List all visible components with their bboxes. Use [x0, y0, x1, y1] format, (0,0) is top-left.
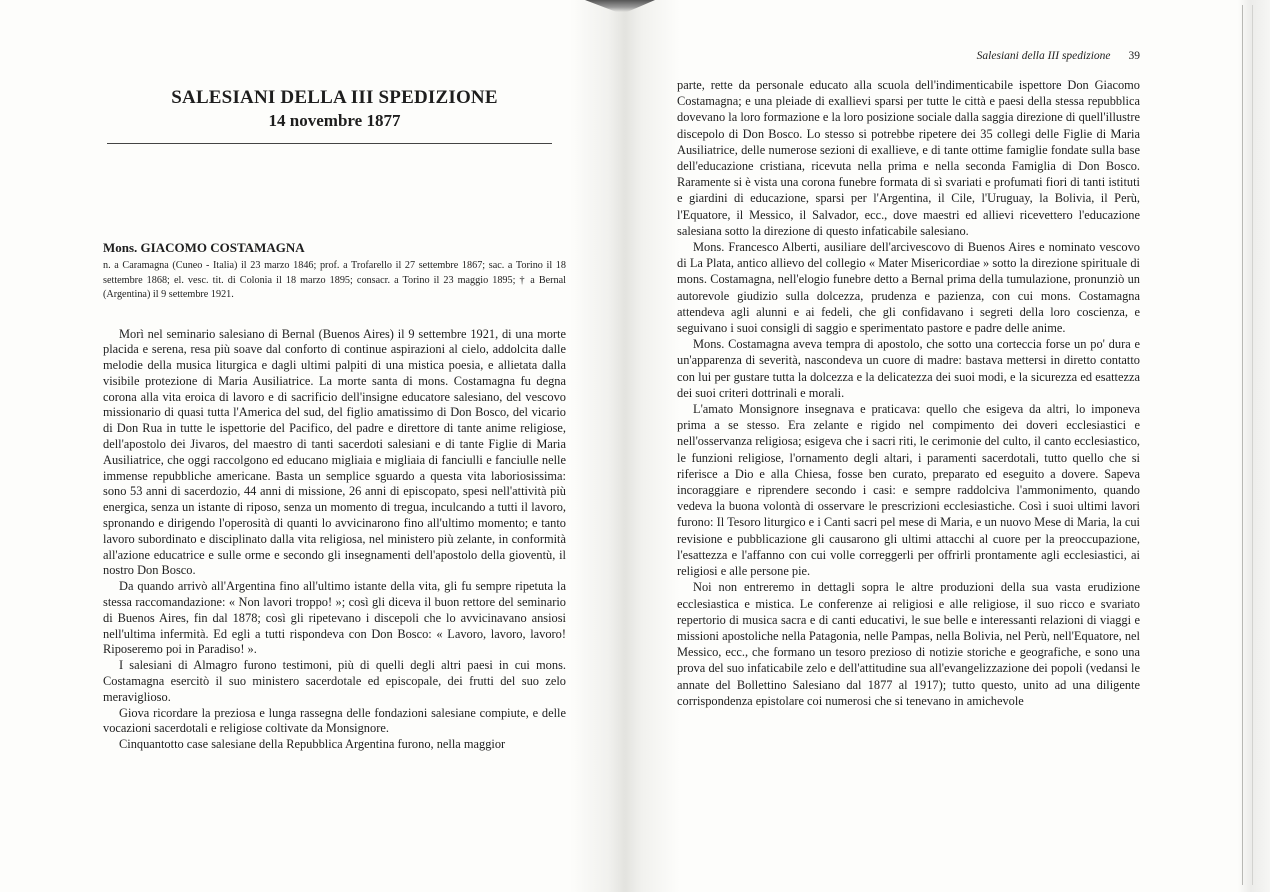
- paragraph: I salesiani di Almagro furono testimoni, più di quelli degli altri paesi in cui mons. Costamagna esercitò il suo ministero sacerdotale ed episcopale, dei frutti del suo zelo meraviglioso.: [103, 658, 566, 704]
- title-rule: [107, 143, 552, 144]
- chapter-date: 14 novembre 1877: [268, 111, 401, 130]
- page-number: 39: [1128, 50, 1140, 62]
- paragraph: L'amato Monsignore insegnava e praticava: quello che esigeva da altri, lo imponeva prima a se stesso. Era zelante e rigido nel compimento dei doveri ecclesiastici e nell'osservanza religiosa; esigeva che i sacri riti, le cerimonie del culto, il canto ecclesiastico, le funzioni religiose, l'ornamento degli altari, i paramenti sacerdotali, tutto quello che si riferisce a Dio e alla Chiesa, fosse ben curato, preparato ed eseguito a dovere. Sapeva incoraggiare e riprendere secondo i casi: e sempre raddolciva l'ammonimento, quando vedeva la buona volontà di osservare le prescrizioni ecclesiastiche. Così i suoi ultimi lavori furono: Il Tesoro liturgico e i Canti sacri pel mese di Maria, e un nuovo Mese di Maria, la cui revisione e pubblicazione gli causarono gli ultimi attacchi al cuore per la preoccupazione, l'esattezza e l'affanno con cui volle correggerli per offrirli prontamente agli ecclesiastici, ai religiosi e alle persone pie.: [677, 402, 1140, 579]
- paragraph: parte, rette da personale educato alla scuola dell'indimenticabile ispettore Don Giacomo Costamagna; e una pleiade di exallievi sparsi per tutte le città e paesi della stessa repubblica dovevano la loro formazione e la loro posizione sociale dalla saggia direzione di quell'illustre discepolo di Don Bosco. Lo stesso si potrebbe ripetere dei 35 collegi delle Figlie di Maria Ausiliatrice, delle numerose sezioni di exallieve, e di tante ottime famiglie fondate sulla base dell'educazione cristiana, ricevuta nella prima e nella seconda Famiglia di Don Bosco. Raramente si è vista una corona funebre formata di sì svariati e profumati fiori di tanti istituti e giardini di educazione, sparsi per l'Argentina, il Cile, l'Uruguay, la Bolivia, il Perù, l'Equatore, il Messico, il Salvador, ecc., dove maestri ed allievi ricevettero l'educazione salesiana sotto la direzione di questo infaticabile salesiano.: [677, 78, 1140, 238]
- running-title: Salesiani della III spedizione: [976, 50, 1111, 62]
- paragraph: Mons. Francesco Alberti, ausiliare dell'arcivescovo di Buenos Aires e nominato vescovo di La Plata, antico allievo del collegio « Mater Misericordiae » sotto la direzione spirituale di mons. Costamagna, nell'elogio funebre detto a Bernal prima della tumulazione, pronunziò un autorevole giudizio sulla dolcezza, prudenza e pazienza, con cui mons. Costamagna attendeva agli alunni e ai fedeli, che gli confidavano i segreti della loro coscienza, e seguivano i suoi consigli di saggio e sperimentato pastore e padre delle anime.: [677, 240, 1140, 336]
- paragraph: Da quando arrivò all'Argentina fino all'ultimo istante della vita, gli fu sempre ripetuta la stessa raccomandazione: « Non lavori troppo! »; così gli diceva il buon rettore del seminario di Buenos Aires, fin dal 1878; così gli ripetevano i discepoli che lo avvicinavano ansiosi nell'ultima infermità. Ed egli a tutti rispondeva con Don Bosco: « Lavoro, lavoro, lavoro! Riposeremo poi in Paradiso! ».: [103, 579, 566, 657]
- paragraph: Mons. Costamagna aveva tempra di apostolo, che sotto una corteccia forse un po' dura e un'apparenza di severità, nascondeva un cuore di madre: bastava mettersi in diretto contatto con lui per gustare tutta la dolcezza e la delicatezza dei suoi modi, e la sicurezza ed esattezza dei suoi criteri dottrinali e morali.: [677, 337, 1140, 400]
- paragraph: Morì nel seminario salesiano di Bernal (Buenos Aires) il 9 settembre 1921, di una morte placida e serena, resa più soave dal conforto di continue aspirazioni al cielo, addolcita dalle melodie della musica liturgica e dagli ultimi palpiti di una mistica poesia, e allietata dalla visibile protezione di Maria Ausiliatrice. La morte santa di mons. Costamagna fu degna corona alla vita eroica di lavoro e di sacrificio dell'insigne educatore salesiano, del vescovo missionario di quasi tutta l'America del sud, del figlio amatissimo di Don Bosco, del vicario di Don Rua in tutte le ispettorie del Pacifico, del padre e direttore di tante anime religiose, dell'apostolo dei Jivaros, del maestro di tanti sacerdoti salesiani e di tante Figlie di Maria Ausiliatrice, che oggi raccolgono ed educano migliaia e migliaia di fanciulli e fanciulle nelle immense repubbliche americane. Basta un semplice sguardo a questa vita laboriosissima: sono 53 anni di sacerdozio, 44 anni di missione, 26 anni di episcopato, spesi nell'attività più energica, senza un istante di riposo, senza un momento di tregua, inculcando a tutti il lavoro, spronando e dirigendo l'operosità di quanti lo avvicinarono fino all'ultimo momento; e tanto lavoro subordinato e disciplinato dalla vita religiosa, nel ministero più zelante, in conformità all'azione educatrice e sulle orme e secondo gli insegnamenti dell'apostolo della gioventù, il nostro Don Bosco.: [103, 326, 566, 578]
- page-edge-line: [1242, 5, 1243, 885]
- paragraph: Cinquantotto case salesiane della Repubblica Argentina furono, nella maggior: [119, 737, 506, 752]
- bishop-bio: n. a Caramagna (Cuneo - Italia) il 23 marzo 1846; prof. a Trofarello il 27 settembre 1867; sac. a Torino il 18 settembre 1868; el. vesc. tit. di Colonia il 18 marzo 1895; consacr. a Torino il 23 maggio 1895; † a Bernal (Argentina) il 9 settembre 1921.: [103, 260, 566, 300]
- right-page: [677, 50, 1140, 709]
- book-gutter: [570, 0, 680, 892]
- paragraph: Noi non entreremo in dettagli sopra le altre produzioni della sua vasta erudizione ecclesiastica e mistica. Le conferenze ai religiosi e alle religiose, il suo ricco e svariato repertorio di musica sacra e di canti educativi, le sue belle e interessanti relazioni di viaggi e missioni apostoliche nella Patagonia, nelle Pampas, nella Bolivia, nel Perù, nell'Equatore, nel Messico, ecc., che formano un tesoro prezioso di notizie storiche e geografiche, e sono una prova del suo infaticabile zelo e dell'attitudine sua all'evangelizzazione dei popoli (vedansi le annate del Bollettino Salesiano dal 1877 al 1917); tutto questo, unito ad una diligente corrispondenza epistolare coi numerosi che si tenevano in amichevole: [677, 580, 1140, 708]
- chapter-title: SALESIANI DELLA III SPEDIZIONE: [171, 87, 498, 108]
- paragraph: Giova ricordare la preziosa e lunga rassegna delle fondazioni salesiane compiute, e delle vocazioni sacerdotali e religiose coltivate da Monsignore.: [103, 705, 566, 736]
- bishop-name: Mons. GIACOMO COSTAMAGNA: [103, 240, 305, 255]
- page-edge-line: [1252, 5, 1253, 885]
- left-page: [103, 86, 566, 753]
- running-head: [677, 50, 1140, 66]
